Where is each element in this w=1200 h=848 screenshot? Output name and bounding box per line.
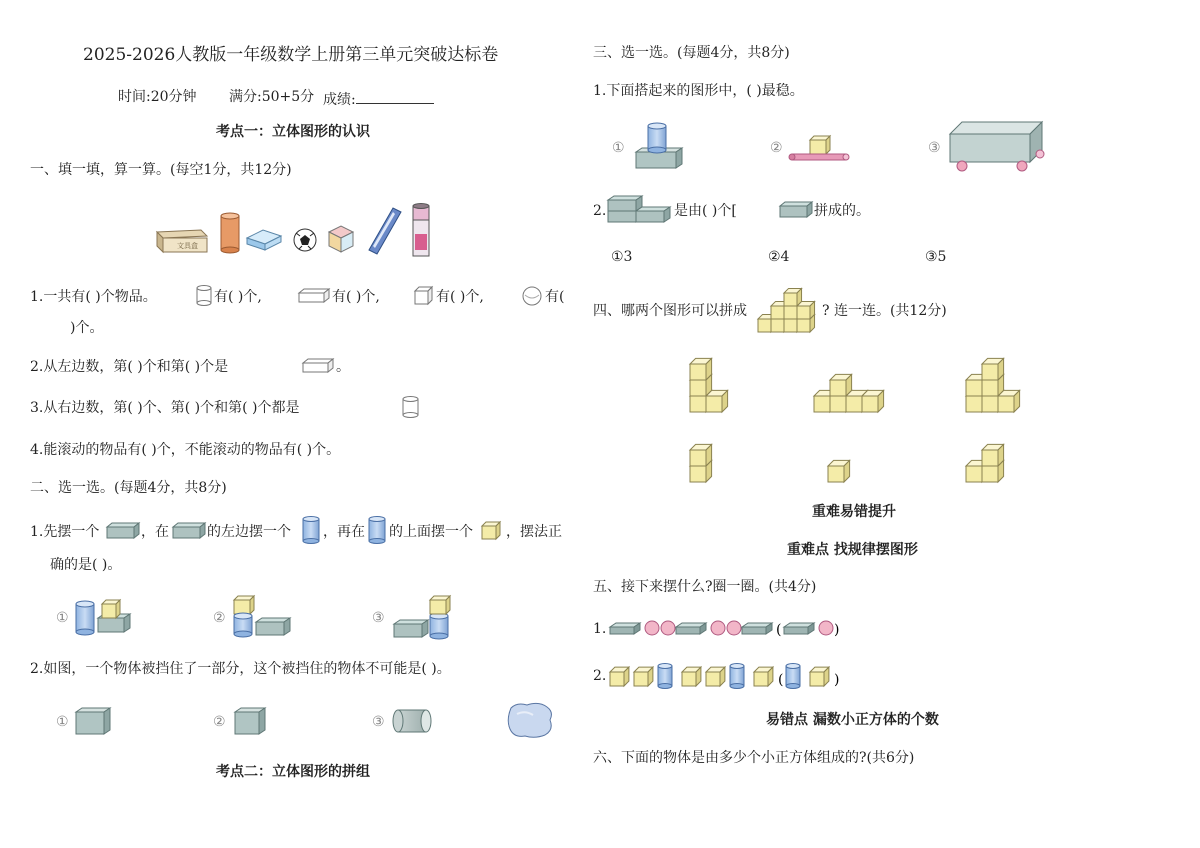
q1-2-end: 。 (336, 359, 350, 375)
prism-icon (742, 623, 772, 634)
small-cube (982, 358, 1004, 380)
small-cube (754, 667, 773, 686)
s4-top-shape-2[interactable] (812, 372, 882, 414)
ball-icon (819, 621, 833, 635)
section1-heading: 一、填一填，算一算。(每空1分，共12分) (30, 162, 292, 178)
prism-icon (784, 623, 814, 634)
cuboid-icon (298, 288, 330, 304)
small-cube (810, 667, 829, 686)
small-cube (682, 667, 701, 686)
section5-heading: 五、接下来摆什么?圈一圈。(共4分) (593, 579, 817, 595)
small-cube (830, 374, 852, 396)
cuboid-blue-icon (172, 522, 206, 540)
paren-open: ( (778, 672, 784, 688)
q1-3-text: 3.从右边数，第( )个、第( )个和第( )个都是 (30, 400, 300, 416)
q3-1-text: 1.下面搭起来的图形中，( )最稳。 (593, 83, 804, 99)
cylinder-icon (402, 396, 422, 420)
q2-1-text-e: 的上面摆一个 (389, 524, 473, 540)
time-info: 时间:20分钟 (118, 89, 197, 105)
s4-top-shape-1[interactable] (688, 358, 738, 414)
cuboid-unit-icon (778, 200, 814, 220)
q2-2-text: 2.如图，一个物体被挡住了一部分，这个被挡住的物体不可能是( )。 (30, 661, 451, 677)
paren-open: ( (776, 622, 782, 638)
ball-icon (645, 621, 659, 635)
q2-1-text-d: ，再在 (323, 524, 365, 540)
pencil-box-label: 文具盒 (177, 242, 198, 250)
cylinder-blue-icon (730, 664, 744, 689)
kp-easy-heading: 易错点 漏数小正方体的个数 (766, 712, 939, 728)
q3-1-option3-figure[interactable] (946, 118, 1046, 174)
q2-1-text-f: ，摆法正 (506, 524, 562, 540)
cylinder-icon (196, 285, 214, 307)
small-cube (690, 358, 712, 380)
right-column (590, 0, 1200, 848)
q3-2-text-b: 拼成的。 (814, 203, 870, 219)
rubiks-cube-icon (329, 226, 353, 252)
q3-2-num: 2. (593, 203, 607, 219)
left-column (0, 0, 590, 848)
prism-icon (610, 623, 640, 634)
q1-1-text-f: )个。 (70, 320, 104, 336)
eraser-icon (247, 230, 281, 250)
q5-1-num: 1. (593, 621, 607, 637)
occluded-object-figure (505, 700, 555, 740)
q2-1-text-a: 1.先摆一个 (30, 524, 100, 540)
q3-2-opt1[interactable]: ①3 (611, 249, 633, 265)
score-blank[interactable] (356, 90, 434, 104)
q3-1-opt2-label[interactable]: ② (770, 140, 783, 156)
small-cube (828, 460, 850, 482)
q1-1-text-e: 有( (545, 289, 565, 305)
q2-1-option2-figure[interactable] (232, 592, 292, 638)
paren-close: ) (834, 622, 840, 638)
small-cube (784, 288, 802, 306)
objects-row (155, 200, 445, 260)
small-cube (610, 667, 629, 686)
q3-2-combined-figure (606, 190, 672, 228)
q1-1-text-c: 有( )个, (332, 289, 380, 305)
s4-bottom-shape-2[interactable] (826, 460, 856, 484)
small-cube (797, 301, 815, 319)
q2-2-option3-cylinder[interactable] (392, 708, 436, 736)
q5-1-pattern[interactable] (608, 615, 838, 641)
q2-1-text-b: ，在 (141, 524, 169, 540)
full-score-info: 满分:50+5分 (229, 89, 315, 105)
q2-1-option3-figure[interactable] (392, 594, 452, 640)
tube-icon (413, 204, 429, 257)
section2-heading: 二、选一选。(每题4分，共8分) (30, 480, 227, 496)
q2-1-text-c: 的左边摆一个 (207, 524, 291, 540)
s4-top-shape-3[interactable] (964, 358, 1022, 414)
s4-bottom-shape-3[interactable] (964, 446, 1008, 484)
paren-close: ) (834, 672, 840, 688)
ball-icon (661, 621, 675, 635)
pen-box-icon (369, 208, 401, 254)
small-cube (690, 444, 712, 466)
kp2-heading: 考点二：立体图形的拼组 (216, 764, 370, 780)
section4-heading-b: ? 连一连。(共12分) (822, 303, 947, 319)
small-cube (862, 390, 884, 412)
q2-2-opt2-label[interactable]: ② (213, 714, 226, 730)
small-cube (706, 390, 728, 412)
q2-1-opt2-label[interactable]: ② (213, 610, 226, 626)
sphere-icon (522, 286, 544, 308)
cuboid-blue-icon (106, 522, 140, 540)
section6-heading: 六、下面的物体是由多少个小正方体组成的?(共6分) (593, 750, 915, 766)
section4-target-figure (756, 284, 824, 334)
cylinder-blue-icon (368, 516, 388, 546)
pencil-box-icon (157, 230, 207, 252)
cylinder-blue-icon (302, 516, 322, 546)
score-label: 成绩: (323, 90, 434, 107)
q3-1-opt1-label[interactable]: ① (612, 140, 625, 156)
q5-2-num: 2. (593, 668, 607, 684)
improvement-heading: 重难易错提升 (812, 504, 896, 520)
q1-4-text: 4.能滚动的物品有( )个，不能滚动的物品有( )个。 (30, 442, 341, 458)
small-cube (982, 444, 1004, 466)
q1-1-text-a: 1.一共有( )个物品。 (30, 289, 157, 305)
canister-icon (221, 213, 239, 253)
q3-2-opt2[interactable]: ②4 (768, 249, 790, 265)
section3-heading: 三、选一选。(每题4分，共8分) (593, 45, 790, 61)
q3-1-option2-figure[interactable] (788, 130, 850, 162)
ball-icon (711, 621, 725, 635)
q2-1-opt3-label[interactable]: ③ (372, 610, 385, 626)
cylinder-blue-icon (786, 664, 800, 689)
q3-2-text-a: 是由( )个[ (674, 203, 737, 219)
section4-heading-a: 四、哪两个图形可以拼成 (593, 303, 747, 319)
soccer-ball-icon (294, 229, 316, 251)
s4-bottom-shape-1[interactable] (688, 446, 718, 484)
q3-2-opt3[interactable]: ③5 (925, 249, 947, 265)
q3-1-option1-figure[interactable] (634, 120, 684, 172)
small-cube (998, 390, 1020, 412)
q5-2-pattern[interactable] (608, 660, 848, 692)
prism-icon (676, 623, 706, 634)
q2-1-text-g: 确的是( )。 (50, 557, 122, 573)
small-cube (634, 667, 653, 686)
q2-2-opt3-label[interactable]: ③ (372, 714, 385, 730)
q2-2-option2-cube[interactable] (233, 706, 269, 738)
q2-2-option1-cuboid[interactable] (74, 706, 114, 738)
q2-1-option1-figure[interactable] (74, 596, 134, 638)
q2-2-opt1-label[interactable]: ① (56, 714, 69, 730)
small-cube (706, 667, 725, 686)
kp-hard-heading: 重难点 找规律摆图形 (787, 542, 918, 558)
cylinder-blue-icon (658, 664, 672, 689)
kp1-heading: 考点一：立体图形的认识 (216, 124, 370, 140)
q3-1-opt3-label[interactable]: ③ (928, 140, 941, 156)
cube-icon (414, 286, 434, 306)
q1-2-text: 2.从左边数，第( )个和第( )个是 (30, 359, 229, 375)
cube-yellow-icon (481, 521, 503, 541)
ball-icon (727, 621, 741, 635)
cuboid-icon (302, 358, 336, 374)
q1-1-text-b: 有( )个, (214, 289, 262, 305)
page-title: 2025-2026人教版一年级数学上册第三单元突破达标卷 (83, 45, 499, 65)
q2-1-opt1-label[interactable]: ① (56, 610, 69, 626)
q1-1-text-d: 有( )个, (436, 289, 484, 305)
